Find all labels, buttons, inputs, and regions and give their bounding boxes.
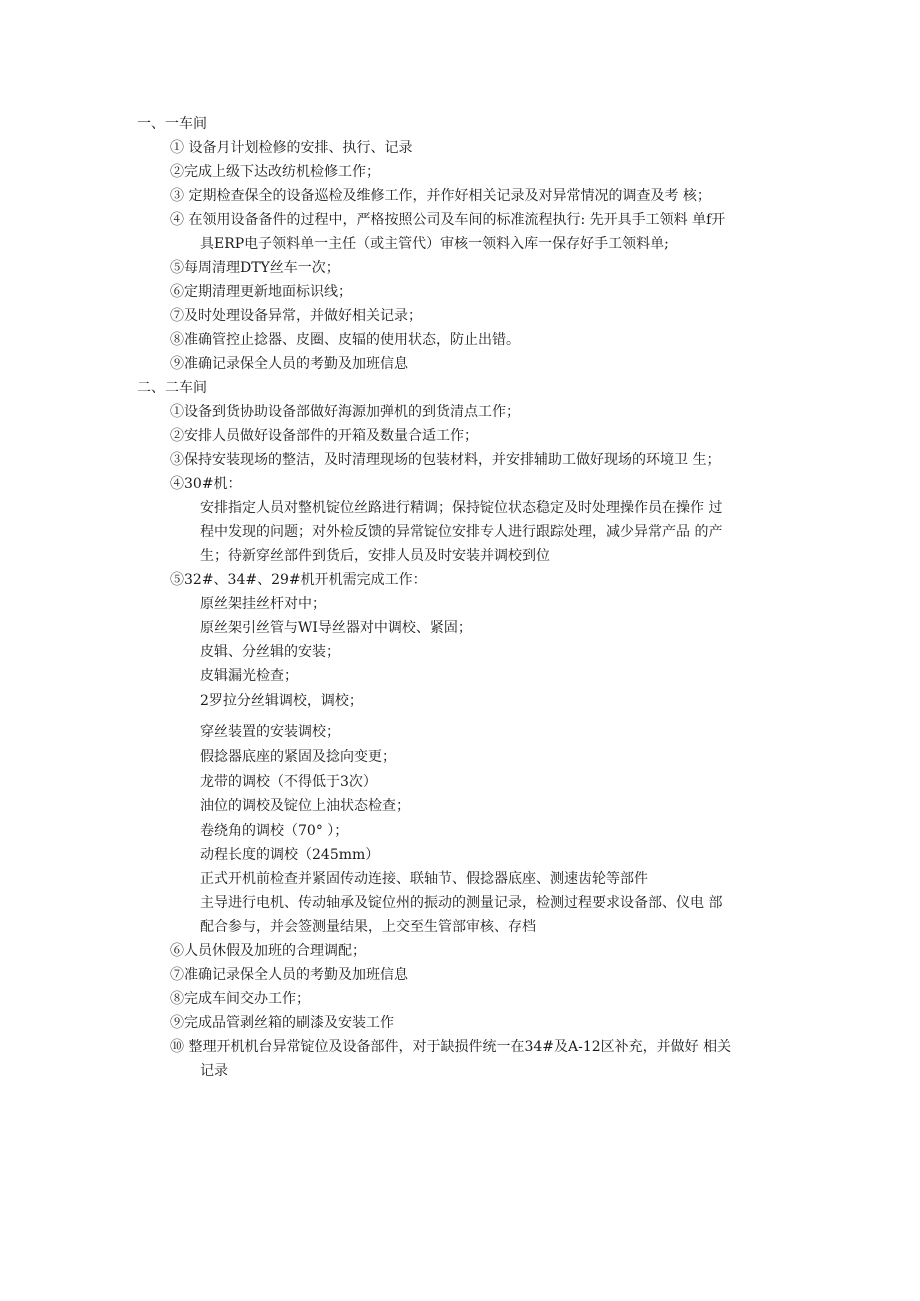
list-item: ⑧完成车间交办工作；: [170, 991, 310, 1007]
list-item: ① 设备月计划检修的安排、执行、记录: [170, 140, 413, 156]
sub-item: 生；待新穿丝部件到货后，安排人员及时安装并调校到位: [200, 548, 550, 564]
sub-item: 程中发现的问题；对外检反馈的异常锭位安排专人进行跟踪处理，减少异常产品 的产: [200, 524, 723, 540]
list-item: ⑨准确记录保全人员的考勤及加班信息: [170, 356, 408, 372]
sub-item: 主导进行电机、传动轴承及锭位州的振动的测量记录，检测过程要求设备部、仪电 部: [200, 895, 723, 911]
sub-item: 油位的调校及锭位上油状态检查；: [200, 798, 410, 814]
list-item: ④ 在领用设备备件的过程中，严格按照公司及车间的标准流程执行: 先开具手工领料 单f开: [170, 212, 726, 228]
section-heading-1: 一、一车间: [137, 116, 207, 132]
list-item: ⑤32#、34#、29#机开机需完成工作：: [170, 572, 427, 588]
list-item: ⑥定期清理更新地面标识线；: [170, 284, 352, 300]
sub-item: 穿丝装置的安装调校；: [200, 724, 340, 740]
list-item: ③保持安装现场的整洁，及时清理现场的包装材料，并安排辅助工做好现场的环境卫 生；: [170, 452, 721, 468]
list-item: ⑦准确记录保全人员的考勤及加班信息: [170, 967, 408, 983]
list-item: ④30#机：: [170, 476, 242, 492]
list-item: ③ 定期检查保全的设备巡检及维修工作，并作好相关记录及对异常情况的调查及考 核；: [170, 188, 711, 204]
section-heading-2: 二、二车间: [137, 380, 207, 396]
list-item: ⑥人员休假及加班的合理调配；: [170, 943, 366, 959]
sub-item: 动程长度的调校（245mm）: [200, 847, 380, 863]
sub-item: 正式开机前检查并紧固传动连接、联轴节、假捻器底座、测速齿轮等部件: [200, 871, 648, 887]
sub-item: 假捻器底座的紧固及捻向变更；: [200, 749, 396, 765]
sub-item: 皮辑漏光检查；: [200, 668, 298, 684]
list-item: ⑧准确管控止捻器、皮圈、皮辐的使用状态，防止出错。: [170, 332, 520, 348]
list-item: ⑨完成品管剥丝箱的刷漆及安装工作: [170, 1015, 394, 1031]
list-item-continuation: 记录: [200, 1063, 228, 1079]
sub-item: 配合参与，并会签测量结果，上交至生管部审核、存档: [200, 919, 536, 935]
list-item: ②完成上级下达改纺机检修工作；: [170, 164, 380, 180]
sub-item: 皮辑、分丝辑的安装；: [200, 644, 340, 660]
sub-item: 安排指定人员对整机锭位丝路进行精调；保持锭位状态稳定及时处理操作员在操作 过: [200, 500, 723, 516]
list-item: ⑤每周清理DTY丝车一次；: [170, 260, 340, 276]
sub-item: 原丝架挂丝杆对中；: [200, 596, 326, 612]
sub-item: 卷绕角的调校（70° ）；: [200, 823, 349, 839]
sub-item: 原丝架引丝管与WI导丝器对中调校、紧固；: [200, 620, 472, 636]
list-item: ⑦及时处理设备异常，并做好相关记录；: [170, 308, 422, 324]
sub-item: 龙带的调校（不得低于3次）: [200, 774, 377, 790]
list-item: ⑩ 整理开机机台异常锭位及设备部件，对于缺损件统一在34#及A-12区补充，并做好 相关: [170, 1039, 732, 1055]
sub-item: 2罗拉分丝辑调校，调校；: [200, 693, 363, 709]
list-item: ②安排人员做好设备部件的开箱及数量合适工作；: [170, 428, 478, 444]
list-item-continuation: 具ERP电子领料单一主任（或主管代）审核一领料入库一保存好手工领料单;: [200, 236, 669, 252]
list-item: ①设备到货协助设备部做好海源加弹机的到货清点工作；: [170, 404, 520, 420]
